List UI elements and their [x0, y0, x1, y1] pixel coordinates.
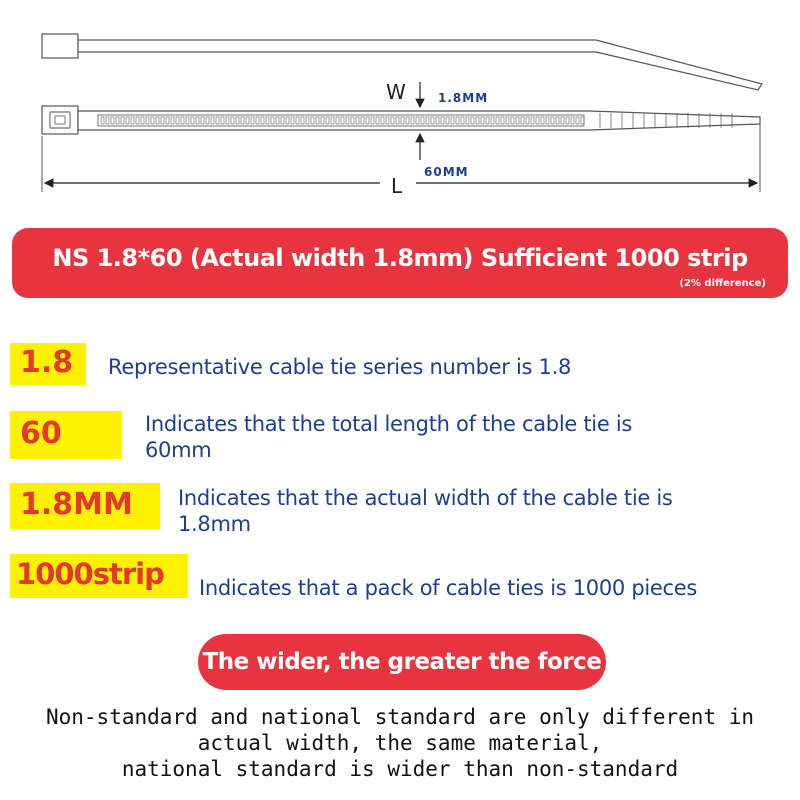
spec-description-pack: Indicates that a pack of cable ties is 1000 pieces	[199, 576, 698, 600]
spec-badge-length: 60	[10, 411, 122, 459]
spec-description-series: Representative cable tie series number is 1.8	[108, 355, 572, 379]
length-letter-label: L	[391, 174, 403, 198]
spec-description-length: Indicates that the total length of the cable tie is 60mm	[145, 412, 632, 462]
spec-badge-width: 1.8MM	[10, 483, 160, 529]
width-value-label: 1.8MM	[438, 91, 489, 105]
spec-description-width: Indicates that the actual width of the cable tie is 1.8mm	[178, 486, 673, 536]
spec-badge-series: 1.8	[10, 343, 86, 385]
product-banner	[12, 228, 788, 298]
banner-note: (2% difference)	[679, 278, 766, 289]
footer-line-2: actual width, the same material,	[197, 731, 603, 755]
length-value-label: 60MM	[424, 165, 469, 179]
force-slogan-pill: The wider, the greater the force	[198, 634, 606, 690]
footer-line-1: Non-standard and national standard are only different in	[45, 705, 754, 729]
cable-tie-top-view	[42, 106, 760, 134]
banner-title: NS 1.8*60 (Actual width 1.8mm) Sufficient 1000 strip	[52, 244, 748, 272]
width-letter-label: W	[386, 80, 406, 104]
spec-badge-pack: 1000strip	[10, 554, 188, 598]
footer-line-3: national standard is wider than non-standard	[121, 757, 679, 781]
